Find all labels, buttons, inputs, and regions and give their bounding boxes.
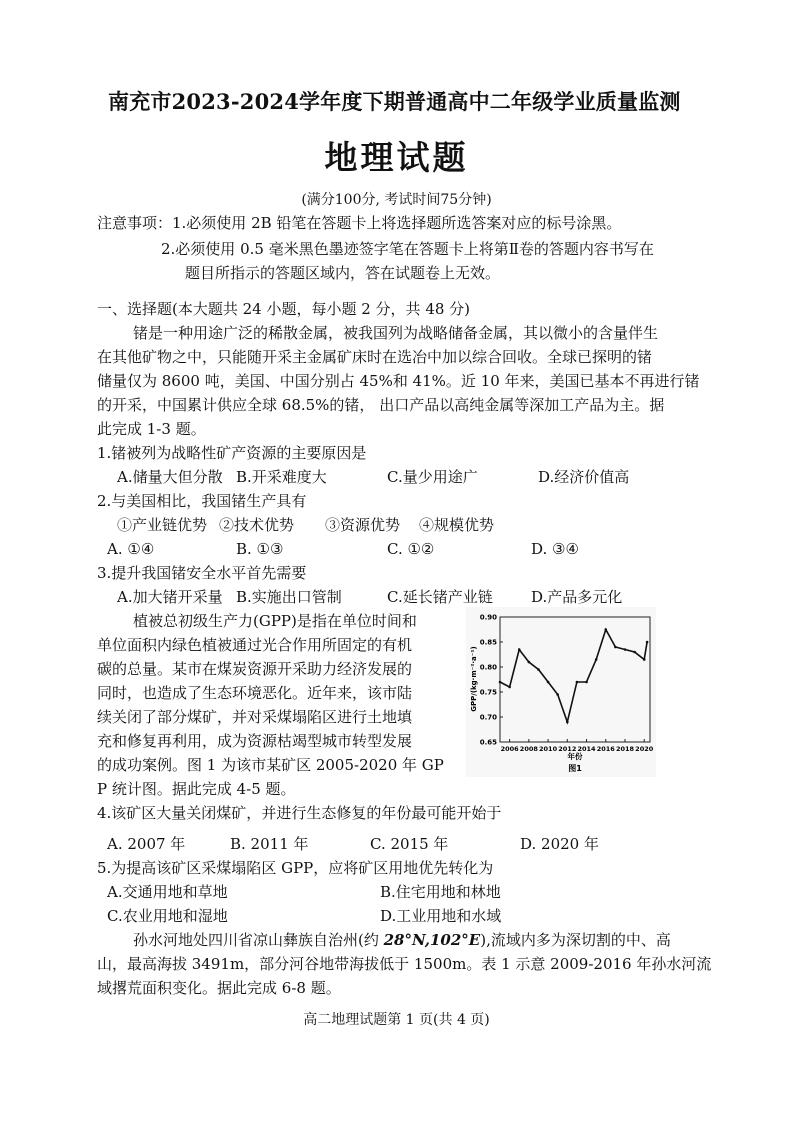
x-tick-label: 2014 — [577, 745, 596, 753]
passage3-line-1-end: ),流域内多为深切割的中、高 — [480, 931, 671, 949]
q1-option-d: D.经济价值高 — [538, 468, 630, 486]
gpp-data-point — [518, 648, 521, 651]
passage3-line-1-start: 孙水河地处四川省凉山彝族自治州(约 — [133, 931, 384, 949]
x-tick-label: 2016 — [596, 745, 615, 753]
x-tick-label: 2010 — [539, 745, 558, 753]
q3-option-c: C.延长锗产业链 — [387, 588, 493, 606]
passage2-line-6: 充和修复再利用，成为资源枯竭型城市转型发展 — [97, 732, 413, 750]
gpp-data-point — [537, 668, 540, 671]
notice-line-2: 2.必须使用 0.5 毫米黑色墨迹签字笔在答题卡上将第Ⅱ卷的答题内容书写在 — [161, 240, 654, 258]
q3-option-a: A.加大锗开采量 — [117, 588, 223, 606]
passage2-line-7: 的成功案例。图 1 为该市某矿区 2005-2020 年 GP — [97, 756, 444, 774]
score-time-note: (满分100分, 考试时间75分钟) — [301, 192, 492, 208]
gpp-data-point — [499, 681, 502, 684]
notice-line-1: 注意事项：1.必须使用 2B 铅笔在答题卡上将选择题所选答案对应的标号涂黑。 — [97, 214, 622, 232]
gpp-chart-svg — [466, 607, 656, 777]
q5-option-a: A.交通用地和草地 — [107, 883, 228, 901]
y-tick-label: 0.85 — [479, 638, 497, 647]
q1-stem: 1.锗被列为战略性矿产资源的主要原因是 — [97, 444, 367, 462]
gpp-data-point — [556, 693, 559, 696]
passage2-line-8: P 统计图。据此完成 4-5 题。 — [97, 780, 296, 798]
gpp-data-point — [547, 681, 550, 684]
x-tick-label: 2018 — [615, 745, 635, 753]
q4-option-b: B. 2011 年 — [230, 835, 309, 853]
q2-item-3: ③资源优势 — [325, 516, 401, 534]
q1-option-a: A.储量大但分散 — [117, 468, 223, 486]
passage1-line-4: 的开采，中国累计供应全球 68.5%的锗， 出口产品以高纯金属等深加工产品为主。据 — [97, 396, 665, 414]
passage3-line-2: 山，最高海拔 3491m，部分河谷地带海拔低于 1500m。表 1 示意 2009-2016 年孙水河流 — [97, 955, 712, 973]
q1-option-b: B.开采难度大 — [236, 468, 327, 486]
passage1-line-2: 在其他矿物之中，只能随开采主金属矿床时在选冶中加以综合回收。全球已探明的锗 — [97, 348, 653, 366]
passage1-line-5: 此完成 1-3 题。 — [97, 420, 206, 438]
q2-option-a: A. ①④ — [107, 540, 155, 558]
x-tick-label: 2012 — [558, 745, 577, 753]
y-tick-label: 0.80 — [479, 663, 497, 672]
subject-title: 地理试题 — [324, 138, 469, 177]
y-tick-label: 0.65 — [479, 738, 497, 747]
passage3-coordinates: 28°N,102°E — [383, 931, 481, 949]
gpp-data-point — [604, 628, 607, 631]
gpp-data-point — [643, 658, 646, 661]
gpp-chart — [466, 607, 656, 777]
gpp-data-point — [614, 646, 617, 649]
q4-option-c: C. 2015 年 — [370, 835, 449, 853]
gpp-data-point — [646, 641, 649, 644]
q5-option-d: D.工业用地和水域 — [380, 907, 502, 925]
q2-option-c: C. ①② — [387, 540, 435, 558]
gpp-data-point — [528, 661, 531, 664]
q3-option-d: D.产品多元化 — [531, 588, 623, 606]
q4-option-a: A. 2007 年 — [107, 835, 186, 853]
notice-line-3: 题目所指示的答题区域内，答在试题卷上无效。 — [185, 264, 501, 282]
q1-option-c: C.量少用途广 — [387, 468, 478, 486]
x-tick-label: 2020 — [635, 745, 654, 753]
exam-title: 南充市2023-2024学年度下期普通高中二年级学业质量监测 — [108, 89, 681, 114]
q5-stem: 5.为提高该矿区采煤塌陷区 GPP，应将矿区用地优先转化为 — [97, 859, 494, 877]
q2-item-1: ①产业链优势 — [117, 516, 208, 534]
passage2-line-4: 同时，也造成了生态环境恶化。近年来，该市陆 — [97, 684, 413, 702]
gpp-data-point — [508, 686, 511, 689]
gpp-data-point — [566, 721, 569, 724]
q5-option-b: B.住宅用地和林地 — [380, 883, 501, 901]
x-tick-label: 2008 — [519, 745, 538, 753]
y-tick-label: 0.90 — [479, 613, 497, 622]
passage2-line-5: 续关闭了部分煤矿，并对采煤塌陷区进行土地填 — [97, 708, 413, 726]
q2-option-d: D. ③④ — [531, 540, 579, 558]
figure-caption: 图1 — [568, 764, 582, 773]
q2-item-4: ④规模优势 — [419, 516, 495, 534]
q5-option-c: C.农业用地和湿地 — [107, 907, 228, 925]
passage3-line-3: 域撂荒面积变化。据此完成 6-8 题。 — [97, 979, 341, 997]
q2-item-2: ②技术优势 — [219, 516, 295, 534]
x-tick-label: 2006 — [500, 745, 519, 753]
q4-option-d: D. 2020 年 — [520, 835, 599, 853]
gpp-data-point — [576, 681, 579, 684]
q3-option-b: B.实施出口管制 — [236, 588, 342, 606]
y-axis-label: GPP/(kg·m⁻²·a⁻¹) — [470, 646, 478, 712]
passage1-line-1: 锗是一种用途广泛的稀散金属，被我国列为战略储备金属，其以微小的含量伴生 — [133, 324, 659, 342]
x-axis-label: 年份 — [567, 752, 583, 761]
q3-stem: 3.提升我国锗安全水平首先需要 — [97, 564, 307, 582]
y-tick-label: 0.70 — [479, 713, 497, 722]
gpp-data-point — [633, 651, 636, 654]
page-footer: 高二地理试题第 1 页(共 4 页) — [303, 1012, 490, 1028]
gpp-data-point — [585, 681, 588, 684]
gpp-data-point — [624, 648, 627, 651]
q2-option-b: B. ①③ — [236, 540, 284, 558]
passage2-line-2: 单位面积内绿色植被通过光合作用所固定的有机 — [97, 636, 413, 654]
section-heading: 一、选择题(本大题共 24 小题，每小题 2 分，共 48 分) — [97, 300, 471, 318]
q4-stem: 4.该矿区大量关闭煤矿，并进行生态修复的年份最可能开始于 — [97, 804, 502, 822]
q2-stem: 2.与美国相比，我国锗生产具有 — [97, 492, 307, 510]
passage3-line-1 — [133, 928, 671, 952]
passage2-line-3: 碳的总量。某市在煤炭资源开采助力经济发展的 — [97, 660, 413, 678]
passage1-line-3: 储量仅为 8600 吨，美国、中国分别占 45%和 41%。近 10 年来，美国已基本不再进行锗 — [97, 372, 700, 390]
gpp-data-point — [595, 658, 598, 661]
y-tick-label: 0.75 — [479, 688, 497, 697]
passage2-line-1: 植被总初级生产力(GPP)是指在单位时间和 — [133, 612, 417, 630]
